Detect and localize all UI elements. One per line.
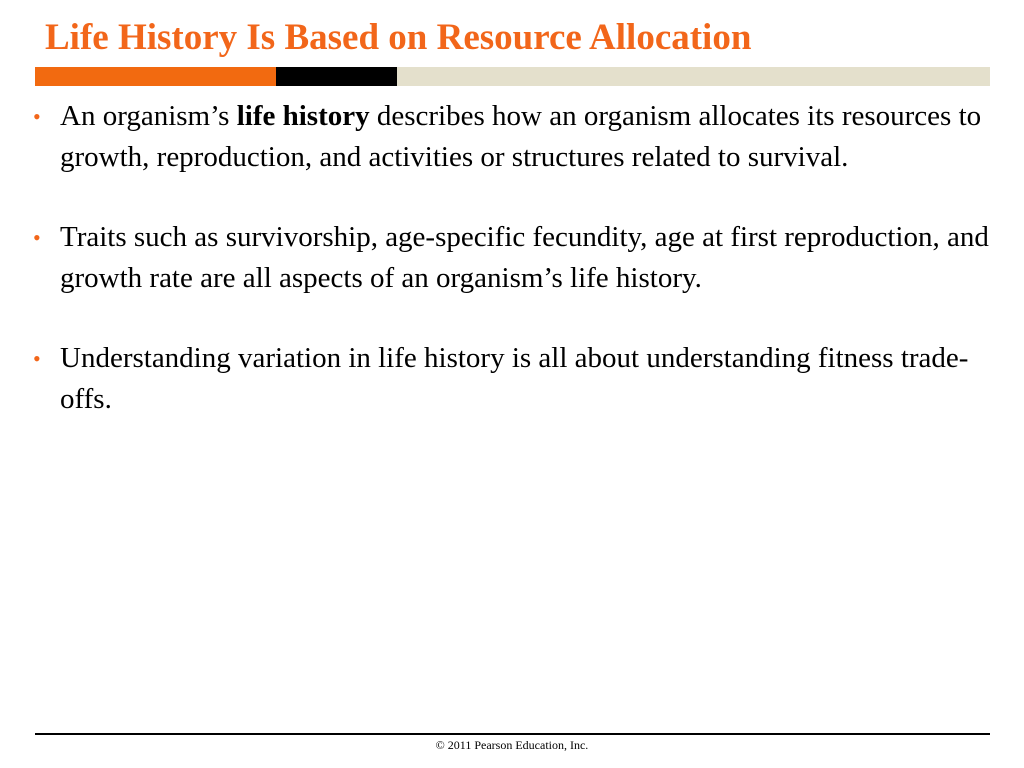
bullet-list <box>33 96 993 459</box>
bullet-marker: • <box>33 104 41 129</box>
bullet-marker: • <box>33 346 41 371</box>
bullet-text-after: describes how an organism allocates its resources to growth, reproduction, and activities or structures related to survival. <box>60 100 982 173</box>
bullet-item-life-history <box>33 96 993 178</box>
bullet-item-traits <box>33 217 993 299</box>
bullet-item-trade-offs <box>33 338 993 420</box>
copyright-footer: © 2011 Pearson Education, Inc. <box>435 738 589 752</box>
bullet-marker: • <box>33 225 41 250</box>
title-band-black <box>276 67 397 86</box>
footer-rule <box>35 733 990 735</box>
bullet-text-bold-term: life history <box>236 100 370 132</box>
slide-title: Life History Is Based on Resource Allocation <box>45 17 752 58</box>
bullet-text: Traits such as survivorship, age-specific fecundity, age at first reproduction, and growth rate are all aspects of an organism’s life history. <box>60 221 989 294</box>
title-band-orange <box>35 67 276 86</box>
bullet-text-before: An organism’s <box>60 100 237 132</box>
title-band-beige <box>397 67 990 86</box>
bullet-text: Understanding variation in life history is all about understanding fitness trade-offs. <box>60 342 969 415</box>
